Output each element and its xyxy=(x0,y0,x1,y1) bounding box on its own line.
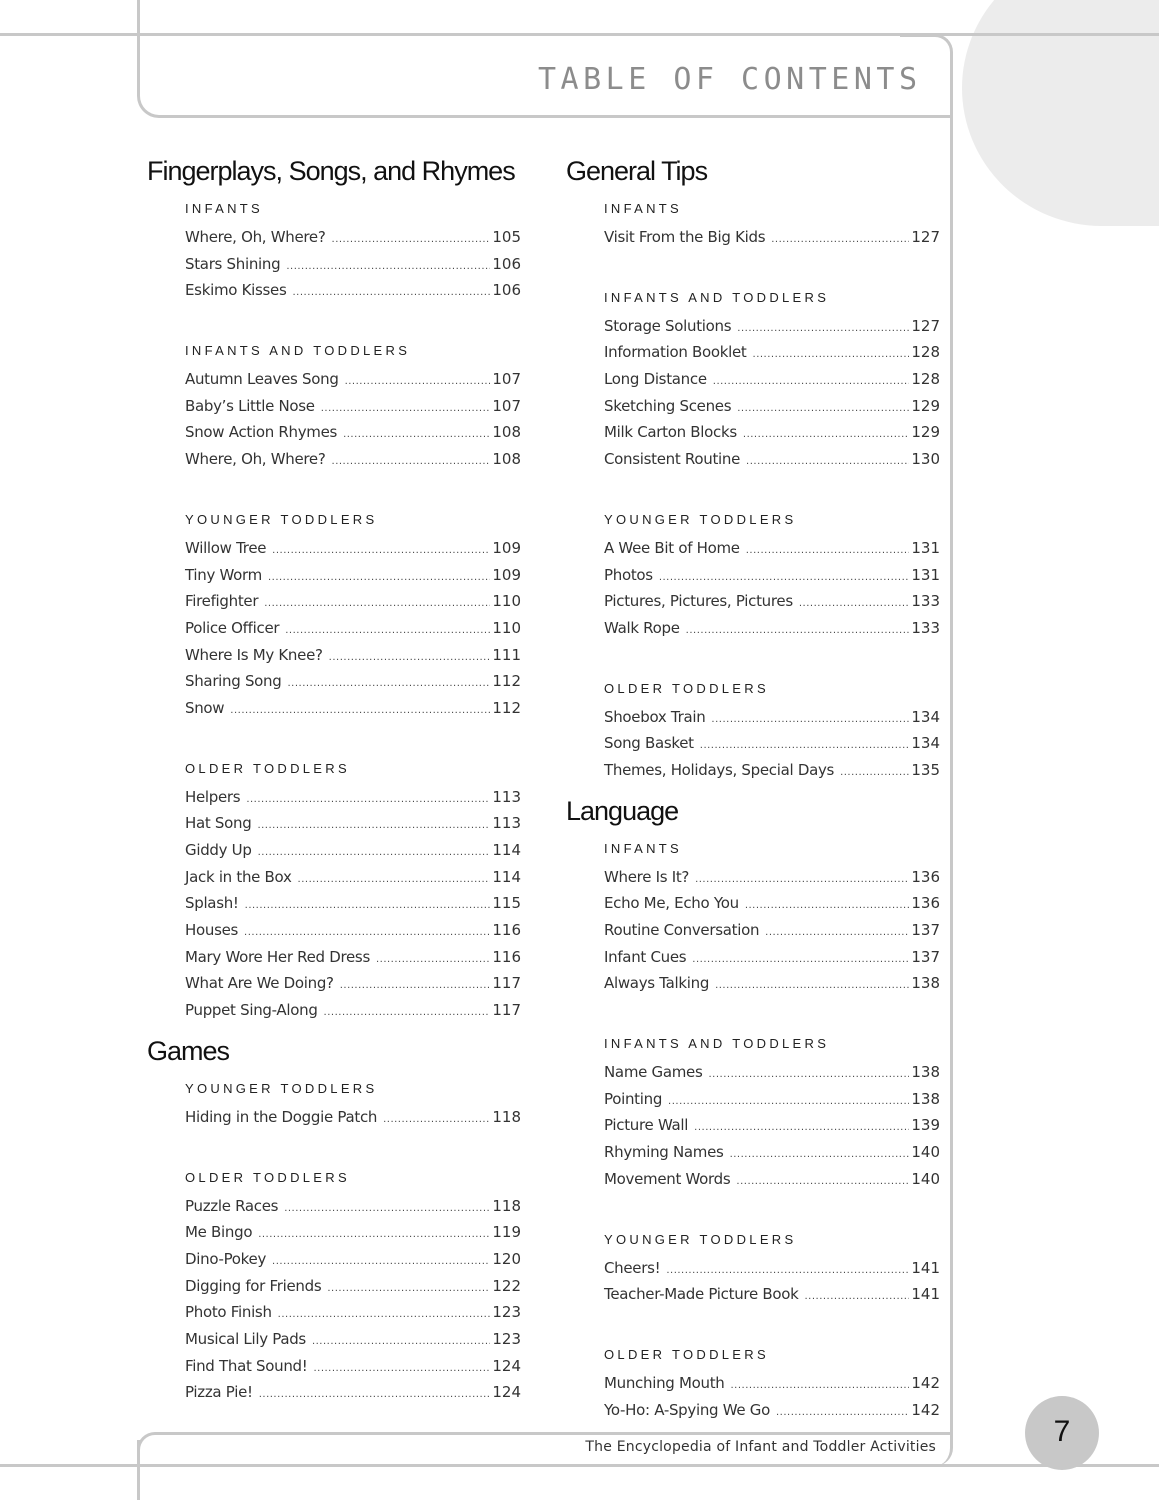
entry-title: What Are We Doing? xyxy=(185,974,334,993)
dot-leader xyxy=(345,369,491,396)
toc-entry[interactable] xyxy=(185,997,521,1024)
entry-page-number: 136 xyxy=(911,894,940,913)
entry-page-number: 113 xyxy=(492,787,521,806)
entry-title: Long Distance xyxy=(604,370,707,389)
toc-entry[interactable] xyxy=(604,1370,940,1397)
toc-entry[interactable] xyxy=(185,1193,521,1220)
toc-section-games xyxy=(147,1024,523,1406)
toc-entry[interactable] xyxy=(604,944,940,971)
dot-leader xyxy=(284,1196,490,1223)
toc-entry[interactable] xyxy=(604,1086,940,1113)
entry-page-number: 142 xyxy=(911,1400,940,1419)
entry-title: Jack in the Box xyxy=(185,867,292,886)
age-group xyxy=(185,304,523,473)
age-group-heading: INFANTS xyxy=(604,201,682,216)
entry-title: Sharing Song xyxy=(185,672,282,691)
toc-entry[interactable] xyxy=(185,695,521,722)
entry-title: Photo Finish xyxy=(185,1303,272,1322)
entry-page-number: 124 xyxy=(492,1383,521,1402)
entry-page-number: 114 xyxy=(492,867,521,886)
toc-entry[interactable] xyxy=(185,615,521,642)
entry-page-number: 134 xyxy=(911,734,940,753)
dot-leader xyxy=(776,1400,909,1427)
age-group xyxy=(604,251,942,473)
entry-page-number: 106 xyxy=(492,254,521,273)
toc-entry[interactable] xyxy=(185,970,521,997)
entry-title: Themes, Holidays, Special Days xyxy=(604,760,835,779)
age-group xyxy=(604,473,942,642)
toc-entry[interactable] xyxy=(604,1281,940,1308)
entry-title: Photos xyxy=(604,565,653,584)
dot-leader xyxy=(745,893,910,920)
age-group xyxy=(604,194,942,251)
section-title: Games xyxy=(147,1035,230,1066)
book-title: The Encyclopedia of Infant and Toddler Activities xyxy=(585,1439,936,1455)
entry-title: Where, Oh, Where? xyxy=(185,450,326,469)
entry-title: Autumn Leaves Song xyxy=(185,370,339,389)
entry-page-number: 131 xyxy=(911,538,940,557)
dot-leader xyxy=(257,813,490,840)
entry-title: Me Bingo xyxy=(185,1223,253,1242)
toc-entry[interactable] xyxy=(604,615,940,642)
entry-page-number: 107 xyxy=(492,370,521,389)
toc-entry[interactable] xyxy=(185,944,521,971)
entry-title: Puzzle Races xyxy=(185,1196,279,1215)
entry-page-number: 128 xyxy=(911,343,940,362)
entry-title: Where Is My Knee? xyxy=(185,645,323,664)
dot-leader xyxy=(666,1258,909,1285)
entry-page-number: 139 xyxy=(911,1116,940,1135)
dot-leader xyxy=(287,671,490,698)
toc-entry[interactable] xyxy=(185,277,521,304)
dot-leader xyxy=(709,1062,910,1089)
dot-leader xyxy=(264,591,490,618)
toc-entry[interactable] xyxy=(604,393,940,420)
toc-entry[interactable] xyxy=(185,1379,521,1406)
dot-leader xyxy=(765,920,909,947)
age-group xyxy=(604,834,942,997)
age-group-heading: INFANTS AND TODDLERS xyxy=(185,343,411,359)
entry-title: Pizza Pie! xyxy=(185,1383,253,1402)
toc-entry[interactable] xyxy=(185,784,521,811)
entry-page-number: 114 xyxy=(492,841,521,859)
age-group-heading: INFANTS xyxy=(185,201,263,216)
age-group xyxy=(185,722,523,1024)
entry-title: Dino-Pokey xyxy=(185,1249,267,1268)
dot-leader xyxy=(321,396,491,423)
toc-entry[interactable] xyxy=(185,535,521,562)
dot-leader xyxy=(700,733,910,760)
entry-page-number: 123 xyxy=(492,1303,521,1322)
entry-page-number: 138 xyxy=(911,1089,940,1108)
entry-page-number: 122 xyxy=(492,1276,521,1295)
entry-title: Pointing xyxy=(604,1089,663,1108)
entry-page-number: 123 xyxy=(492,1329,521,1348)
entry-page-number: 112 xyxy=(492,672,521,691)
dot-leader xyxy=(737,396,909,423)
toc-entry[interactable] xyxy=(185,1104,521,1131)
page-number: 7 xyxy=(1053,1415,1071,1448)
entry-page-number: 108 xyxy=(492,450,521,469)
spacer xyxy=(604,1193,942,1223)
entry-page-number: 128 xyxy=(911,370,940,389)
entry-page-number: 137 xyxy=(911,921,940,939)
dot-leader xyxy=(804,1284,909,1311)
entry-page-number: 127 xyxy=(911,228,940,246)
toc-entry[interactable] xyxy=(604,419,940,446)
age-group-heading: YOUNGER TODDLERS xyxy=(604,1231,797,1247)
entry-page-number: 117 xyxy=(492,1001,521,1020)
entry-page-number: 119 xyxy=(492,1223,521,1242)
entry-title: Puppet Sing-Along xyxy=(185,1001,318,1020)
entry-page-number: 109 xyxy=(492,565,521,584)
entry-page-number: 129 xyxy=(911,423,940,442)
toc-entry[interactable] xyxy=(185,810,521,837)
entry-title: Find That Sound! xyxy=(185,1356,308,1375)
toc-entry[interactable] xyxy=(185,393,521,420)
spacer xyxy=(604,1308,942,1338)
entry-title: Rhyming Names xyxy=(604,1143,724,1162)
entry-title: Giddy Up xyxy=(185,841,252,859)
dot-leader xyxy=(746,449,909,476)
entry-title: Where Is It? xyxy=(604,867,690,886)
dot-leader xyxy=(840,760,909,787)
dot-leader xyxy=(771,227,909,254)
entry-title: Hat Song xyxy=(185,814,252,833)
entry-page-number: 134 xyxy=(911,707,940,726)
entry-page-number: 135 xyxy=(911,760,940,779)
entry-title: Tiny Worm xyxy=(185,565,262,584)
toc-entry[interactable] xyxy=(604,704,940,731)
dot-leader xyxy=(383,1107,490,1134)
toc-entry[interactable] xyxy=(185,1353,521,1380)
entry-title: Routine Conversation xyxy=(604,921,760,939)
toc-section-general-tips xyxy=(566,150,942,784)
toc-entry[interactable] xyxy=(604,1059,940,1086)
entry-page-number: 133 xyxy=(911,618,940,637)
age-group-heading: YOUNGER TODDLERS xyxy=(185,511,378,527)
entry-title: Consistent Routine xyxy=(604,450,741,469)
section-title: Fingerplays, Songs, and Rhymes xyxy=(147,156,515,186)
entry-page-number: 118 xyxy=(492,1196,521,1215)
toc-entry[interactable] xyxy=(185,917,521,944)
page-title: TABLE OF CONTENTS xyxy=(538,62,922,97)
toc-entry[interactable] xyxy=(604,1166,940,1193)
toc-entry[interactable] xyxy=(604,1255,940,1282)
age-group xyxy=(185,194,523,304)
entry-title: Yo-Ho: A-Spying We Go xyxy=(604,1400,770,1419)
entry-page-number: 118 xyxy=(492,1107,521,1126)
age-group-heading: OLDER TODDLERS xyxy=(185,1169,350,1185)
dot-leader xyxy=(244,920,490,947)
dot-leader xyxy=(692,947,909,974)
entry-page-number: 131 xyxy=(911,565,940,584)
dot-leader xyxy=(753,342,910,369)
dot-leader xyxy=(278,1302,491,1329)
age-group xyxy=(604,1308,942,1423)
entry-page-number: 141 xyxy=(911,1258,940,1277)
age-group-heading: YOUNGER TODDLERS xyxy=(604,511,797,527)
dot-leader xyxy=(329,645,491,672)
toc-entry[interactable] xyxy=(604,446,940,473)
age-group-heading: OLDER TODDLERS xyxy=(604,680,769,696)
entry-page-number: 115 xyxy=(492,894,521,913)
toc-column-left xyxy=(147,150,523,1406)
toc-entry[interactable] xyxy=(185,864,521,891)
entry-page-number: 129 xyxy=(911,396,940,415)
toc-entry[interactable] xyxy=(185,446,521,473)
entry-title: Song Basket xyxy=(604,734,694,753)
age-group xyxy=(185,473,523,722)
dot-leader xyxy=(272,1249,490,1276)
entry-title: Where, Oh, Where? xyxy=(185,228,326,246)
entry-title: Snow xyxy=(185,698,225,717)
toc-entry[interactable] xyxy=(185,562,521,589)
entry-title: Movement Words xyxy=(604,1169,731,1188)
toc-entry[interactable] xyxy=(604,562,940,589)
toc-entry[interactable] xyxy=(604,1139,940,1166)
age-group xyxy=(185,1131,523,1407)
dot-leader xyxy=(292,280,490,307)
entry-page-number: 106 xyxy=(492,281,521,300)
dot-leader xyxy=(332,227,491,254)
dot-leader xyxy=(743,422,909,449)
toc-section-language xyxy=(566,784,942,1424)
entry-title: Eskimo Kisses xyxy=(185,281,287,300)
entry-page-number: 137 xyxy=(911,947,940,966)
entry-title: Willow Tree xyxy=(185,538,267,557)
toc-entry[interactable] xyxy=(604,864,940,891)
dot-leader xyxy=(731,1373,910,1400)
entry-title: Echo Me, Echo You xyxy=(604,894,739,913)
entry-page-number: 105 xyxy=(492,228,521,246)
entry-title: Infant Cues xyxy=(604,947,687,966)
dot-leader xyxy=(694,1115,909,1142)
entry-title: Information Booklet xyxy=(604,343,747,362)
entry-page-number: 124 xyxy=(492,1356,521,1375)
entry-page-number: 140 xyxy=(911,1143,940,1162)
entry-title: Storage Solutions xyxy=(604,316,732,335)
dot-leader xyxy=(340,973,491,1000)
dot-leader xyxy=(258,1222,490,1249)
entry-title: Musical Lily Pads xyxy=(185,1329,306,1348)
entry-title: Cheers! xyxy=(604,1258,661,1277)
dot-leader xyxy=(736,1169,909,1196)
toc-entry[interactable] xyxy=(604,970,940,997)
entry-page-number: 140 xyxy=(911,1169,940,1188)
age-group xyxy=(604,997,942,1192)
entry-title: Snow Action Rhymes xyxy=(185,423,338,442)
dot-leader xyxy=(332,449,491,476)
dot-leader xyxy=(376,947,490,974)
entry-title: Name Games xyxy=(604,1063,703,1082)
toc-entry[interactable] xyxy=(185,419,521,446)
dot-leader xyxy=(285,618,490,645)
spacer xyxy=(604,473,942,503)
toc-entry[interactable] xyxy=(185,1246,521,1273)
dot-leader xyxy=(259,1382,491,1409)
age-group xyxy=(185,1074,523,1131)
entry-title: Walk Rope xyxy=(604,618,680,637)
toc-entry[interactable] xyxy=(604,1397,940,1424)
toc-entry[interactable] xyxy=(185,1219,521,1246)
toc-entry[interactable] xyxy=(604,730,940,757)
age-group-heading: INFANTS xyxy=(604,840,682,856)
dot-leader xyxy=(245,893,491,920)
age-group xyxy=(604,642,942,784)
entry-title: Visit From the Big Kids xyxy=(604,228,766,246)
dot-leader xyxy=(246,787,490,814)
toc-entry[interactable] xyxy=(604,339,940,366)
dot-leader xyxy=(668,1089,909,1116)
entry-page-number: 138 xyxy=(911,1063,940,1082)
entry-page-number: 141 xyxy=(911,1285,940,1304)
spacer xyxy=(185,722,523,752)
entry-title: Police Officer xyxy=(185,618,280,637)
entry-page-number: 109 xyxy=(492,538,521,557)
age-group-heading: INFANTS AND TODDLERS xyxy=(604,1036,830,1052)
toc-entry[interactable] xyxy=(185,1273,521,1300)
entry-page-number: 117 xyxy=(492,974,521,993)
entry-page-number: 116 xyxy=(492,947,521,966)
toc-column-right xyxy=(566,150,942,1423)
entry-title: Digging for Friends xyxy=(185,1276,322,1295)
toc-entry[interactable] xyxy=(185,1299,521,1326)
toc-entry[interactable] xyxy=(604,366,940,393)
toc-entry[interactable] xyxy=(185,251,521,278)
age-group-heading: OLDER TODDLERS xyxy=(185,760,350,776)
entry-title: Firefighter xyxy=(185,592,259,611)
spacer xyxy=(604,251,942,281)
entry-title: Teacher-Made Picture Book xyxy=(604,1285,799,1304)
entry-title: Hiding in the Doggie Patch xyxy=(185,1107,378,1126)
age-group xyxy=(604,1193,942,1308)
toc-entry[interactable] xyxy=(185,668,521,695)
dot-leader xyxy=(298,867,491,894)
toc-entry[interactable] xyxy=(185,224,521,251)
entry-page-number: 130 xyxy=(911,450,940,469)
toc-entry[interactable] xyxy=(604,313,940,340)
toc-entry[interactable] xyxy=(185,890,521,917)
toc-entry[interactable] xyxy=(604,757,940,784)
toc-entry[interactable] xyxy=(604,224,940,251)
entry-title: Sketching Scenes xyxy=(604,396,732,415)
spacer xyxy=(604,642,942,672)
dot-leader xyxy=(686,618,910,645)
toc-entry[interactable] xyxy=(604,917,940,944)
dot-leader xyxy=(343,422,490,449)
toc-entry[interactable] xyxy=(604,1112,940,1139)
dot-leader xyxy=(313,1356,490,1383)
toc-entry[interactable] xyxy=(185,1326,521,1353)
entry-title: Shoebox Train xyxy=(604,707,706,726)
section-title: General Tips xyxy=(566,156,708,186)
dot-leader xyxy=(659,565,910,592)
entry-title: Mary Wore Her Red Dress xyxy=(185,947,370,966)
entry-page-number: 111 xyxy=(492,645,521,664)
toc-section-fingerplays-songs-and-rhymes xyxy=(147,150,523,1024)
entry-title: Houses xyxy=(185,921,239,940)
age-group-heading: INFANTS AND TODDLERS xyxy=(604,289,830,305)
dot-leader xyxy=(713,369,910,396)
entry-page-number: 138 xyxy=(911,974,940,993)
dot-leader xyxy=(711,707,909,734)
entry-page-number: 113 xyxy=(492,814,521,833)
entry-page-number: 108 xyxy=(492,423,521,442)
dot-leader xyxy=(695,867,909,894)
entry-title: Always Talking xyxy=(604,974,710,993)
dot-leader xyxy=(230,698,490,725)
toc-entry[interactable] xyxy=(185,642,521,669)
entry-title: A Wee Bit of Home xyxy=(604,538,740,557)
toc-entry[interactable] xyxy=(604,890,940,917)
dot-leader xyxy=(799,591,909,618)
entry-title: Baby’s Little Nose xyxy=(185,396,315,415)
age-group-heading: YOUNGER TODDLERS xyxy=(185,1080,378,1096)
entry-title: Helpers xyxy=(185,787,241,806)
age-group-heading: OLDER TODDLERS xyxy=(604,1346,769,1362)
entry-page-number: 136 xyxy=(911,867,940,886)
entry-page-number: 116 xyxy=(492,921,521,940)
dot-leader xyxy=(272,538,490,565)
entry-page-number: 127 xyxy=(911,316,940,335)
entry-title: Stars Shining xyxy=(185,254,281,273)
entry-page-number: 110 xyxy=(492,618,521,637)
entry-page-number: 142 xyxy=(911,1373,940,1392)
spacer xyxy=(185,304,523,334)
toc-entry[interactable] xyxy=(604,535,940,562)
spacer xyxy=(604,997,942,1027)
section-title: Language xyxy=(566,795,679,826)
dot-leader xyxy=(715,973,909,1000)
entry-page-number: 107 xyxy=(492,396,521,415)
toc-entry[interactable] xyxy=(185,588,521,615)
dot-leader xyxy=(268,565,490,592)
entry-title: Pictures, Pictures, Pictures xyxy=(604,592,793,611)
dot-leader xyxy=(730,1142,910,1169)
dot-leader xyxy=(312,1329,490,1356)
spacer xyxy=(185,1131,523,1161)
dot-leader xyxy=(324,1000,491,1027)
entry-title: Splash! xyxy=(185,894,239,913)
spacer xyxy=(185,473,523,503)
toc-entry[interactable] xyxy=(604,588,940,615)
entry-page-number: 133 xyxy=(911,592,940,611)
right-rule xyxy=(950,80,953,1440)
dot-leader xyxy=(286,254,490,281)
dot-leader xyxy=(327,1276,490,1303)
entry-title: Munching Mouth xyxy=(604,1373,725,1392)
dot-leader xyxy=(737,316,909,343)
entry-page-number: 110 xyxy=(492,592,521,611)
dot-leader xyxy=(746,538,910,565)
page-number-badge xyxy=(1025,1396,1099,1470)
entry-title: Milk Carton Blocks xyxy=(604,423,737,442)
entry-page-number: 120 xyxy=(492,1249,521,1268)
entry-title: Picture Wall xyxy=(604,1116,689,1135)
toc-entry[interactable] xyxy=(185,837,521,864)
entry-page-number: 112 xyxy=(492,698,521,717)
toc-entry[interactable] xyxy=(185,366,521,393)
dot-leader xyxy=(258,840,491,867)
